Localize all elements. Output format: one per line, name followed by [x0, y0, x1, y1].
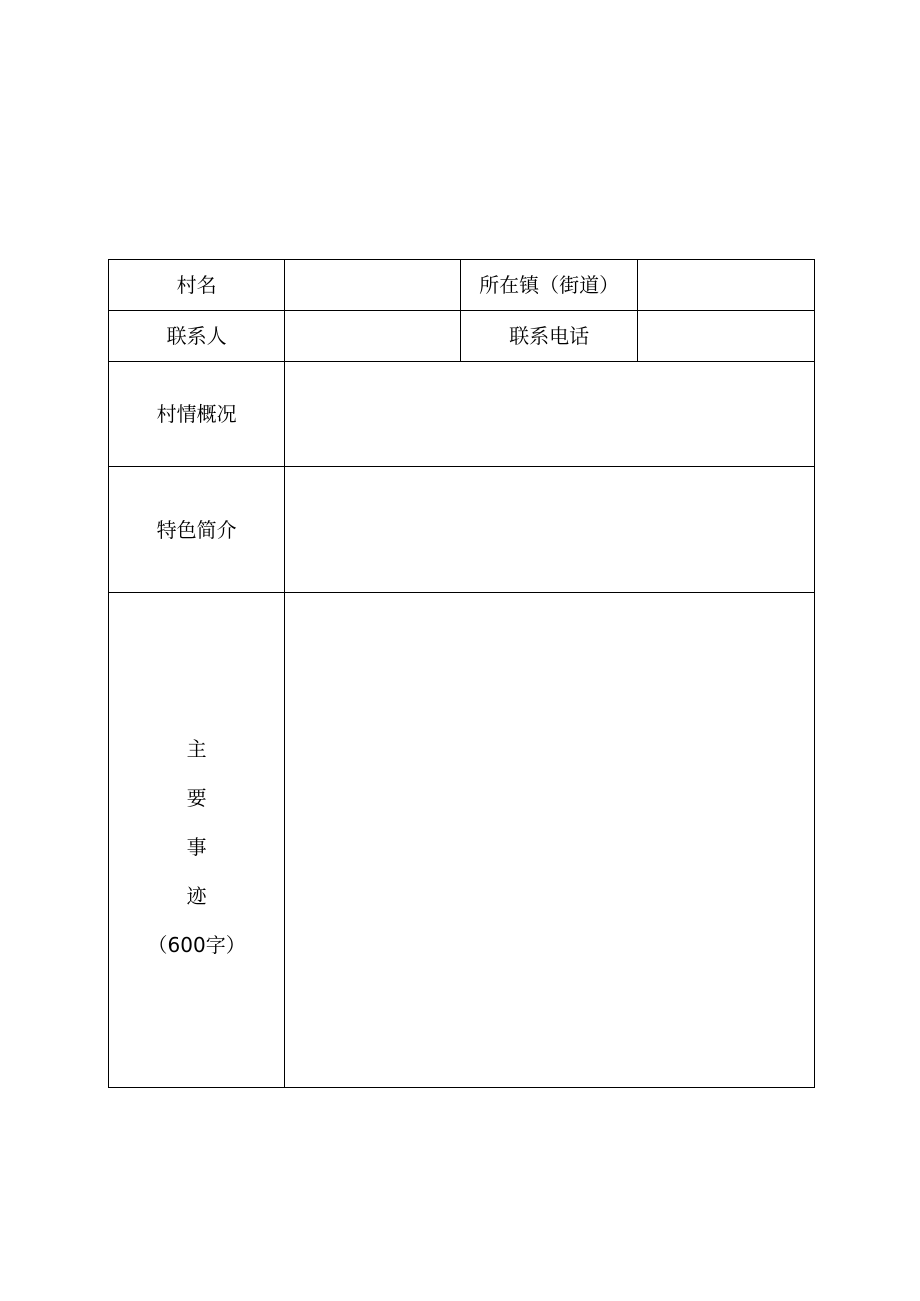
main-deeds-label-char: 主 [186, 737, 207, 761]
village-overview-field[interactable] [285, 362, 815, 467]
main-deeds-label [109, 725, 284, 955]
main-deeds-label-char: 事 [186, 835, 207, 859]
form-row-village-name [109, 260, 815, 311]
form-row-main-deeds [109, 593, 815, 1088]
main-deeds-field[interactable] [285, 593, 815, 1088]
town-label: 所在镇（街道） [461, 260, 637, 311]
features-field[interactable] [285, 467, 815, 593]
form-row-village-overview [109, 362, 815, 467]
main-deeds-label-cell [109, 593, 285, 1088]
contact-person-label: 联系人 [109, 311, 285, 362]
contact-phone-field[interactable] [637, 311, 814, 362]
contact-person-field[interactable] [285, 311, 461, 362]
village-name-label: 村名 [109, 260, 285, 311]
village-info-form-table [108, 259, 815, 1088]
village-name-field[interactable] [285, 260, 461, 311]
main-deeds-word-limit: （600字） [147, 933, 246, 957]
village-overview-label: 村情概况 [109, 362, 285, 467]
town-field[interactable] [637, 260, 814, 311]
form-row-features [109, 467, 815, 593]
contact-phone-label: 联系电话 [461, 311, 637, 362]
main-deeds-label-char: 要 [186, 786, 207, 810]
form-row-contact [109, 311, 815, 362]
main-deeds-label-char: 迹 [186, 884, 207, 908]
features-label: 特色简介 [109, 467, 285, 593]
